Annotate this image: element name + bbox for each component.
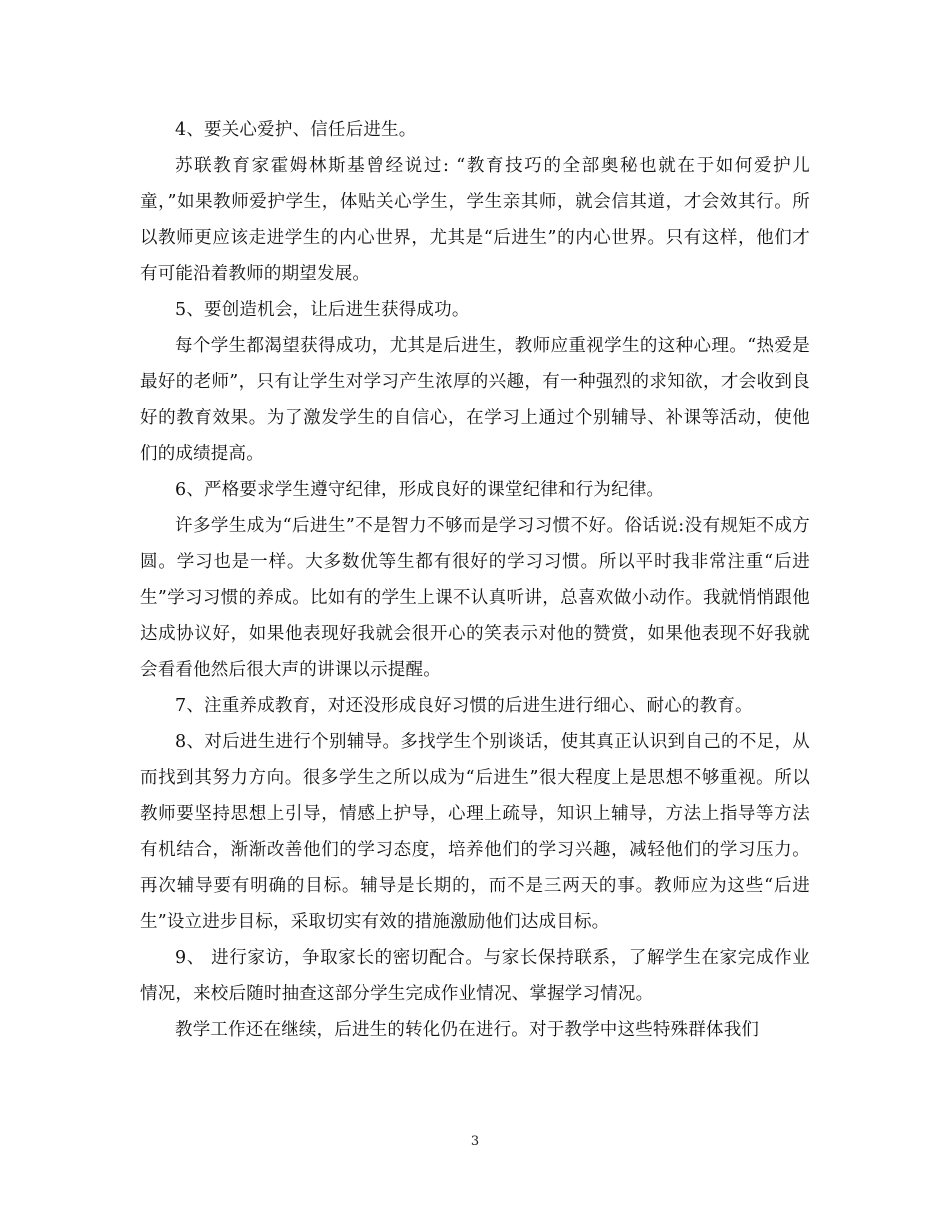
paragraph-item-5-heading: 5、要创造机会，让后进生获得成功。	[175, 300, 470, 320]
page-number: 3	[470, 1134, 480, 1149]
paragraph-item-9-home-visit: 9、 进行家访，争取家长的密切配合。与家长保持联系，了解学生在家完成作业情况，来校后随时抽查这部分学生完成作业情况、掌握学习情况。	[140, 948, 810, 1004]
paragraph-success-desire: 每个学生都渴望获得成功，尤其是后进生，教师应重视学生的这种心理。“热爱是最好的老师”，只有让学生对学习产生浓厚的兴趣，有一种强烈的求知欲，才会收到良好的教育效果。为了激发学生的自信心，在学习上通过个别辅导、补课等活动，使他们的成绩提高。	[140, 336, 810, 464]
paragraph-item-4-heading: 4、要关心爱护、信任后进生。	[175, 120, 417, 140]
paragraph-sukhomlinsky-quote: 苏联教育家霍姆林斯基曾经说过: “教育技巧的全部奥秘也就在于如何爱护儿童，”如果教师爱护学生，体贴关心学生，学生亲其师，就会信其道，才会效其行。所以教师更应该走进学生的内心世界，尤其是“后进生”的内心世界。只有这样，他们才有可能沿着教师的期望发展。	[140, 156, 810, 284]
paragraph-conclusion-partial: 教学工作还在继续，后进生的转化仍在进行。对于教学中这些特殊群体我们	[175, 1020, 760, 1040]
paragraph-study-habits: 许多学生成为“后进生”不是智力不够而是学习习惯不好。俗话说:没有规矩不成方圆。学习也是一样。大多数优等生都有很好的学习习惯。所以平时我非常注重“后进生”学习习惯的养成。比如有的学生上课不认真听讲，总喜欢做小动作。我就悄悄跟他达成协议好，如果他表现好我就会很开心的笑表示对他的赞赏，如果他表现不好我就会看看他然后很大声的讲课以示提醒。	[140, 516, 810, 680]
paragraph-item-8-tutoring: 8、对后进生进行个别辅导。多找学生个别谈话，使其真正认识到自己的不足，从而找到其努力方向。很多学生之所以成为“后进生”很大程度上是思想不够重视。所以教师要坚持思想上引导，情感上护导，心理上疏导，知识上辅导，方法上指导等方法有机结合，渐渐改善他们的学习态度，培养他们的学习兴趣，减轻他们的学习压力。再次辅导要有明确的目标。辅导是长期的，而不是三两天的事。教师应为这些“后进生”设立进步目标，采取切实有效的措施激励他们达成目标。	[140, 732, 810, 932]
paragraph-item-6-heading: 6、严格要求学生遵守纪律，形成良好的课堂纪律和行为纪律。	[175, 480, 665, 500]
paragraph-item-7-heading: 7、注重养成教育，对还没形成良好习惯的后进生进行细心、耐心的教育。	[175, 696, 753, 716]
document-body	[140, 112, 810, 1048]
